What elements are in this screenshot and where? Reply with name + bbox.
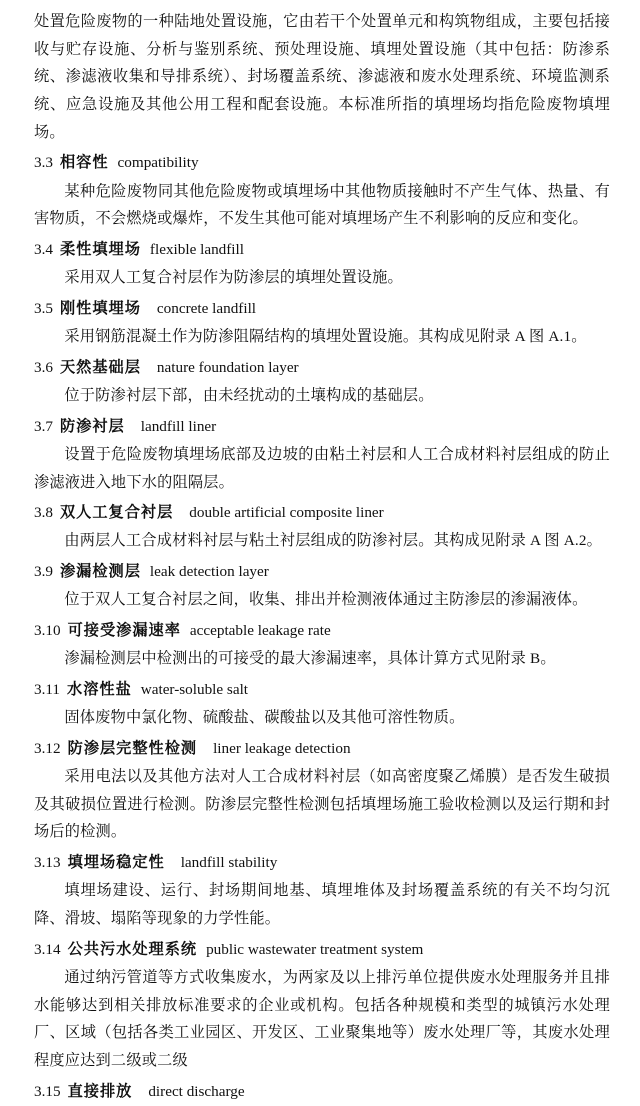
term-number: 3.15 [34, 1082, 61, 1100]
term-title-cn: 水溶性盐 [67, 680, 132, 698]
term-title-cn: 可接受渗漏速率 [67, 622, 181, 640]
term-entry-3-9 [34, 558, 610, 614]
term-number: 3.4 [34, 240, 53, 258]
term-heading [34, 295, 610, 323]
term-heading [34, 149, 610, 177]
term-number: 3.7 [34, 417, 53, 435]
term-body: 位于双人工复合衬层之间，收集、排出并检测液体通过主防渗层的渗漏液体。 [64, 591, 588, 609]
intro-paragraph: 处置危险废物的一种陆地处置设施，它由若干个处置单元和构筑物组成，主要包括接收与贮存设施、分析与鉴别系统、预处理设施、填埋处置设施（其中包括：防渗系统、渗滤液收集和导排系统）、封场覆盖系统、渗滤液和废水处理系统、环境监测系统、应急设施及其他公用工程和配套设施。本标准所指的填埋场均指危险废物填埋场。 [34, 13, 610, 141]
term-title-cn: 柔性填埋场 [59, 240, 141, 258]
term-title-cn: 刚性填埋场 [59, 299, 141, 317]
term-title-en: compatibility [117, 154, 199, 172]
term-body: 位于防渗衬层下部，由未经扰动的土壤构成的基础层。 [64, 386, 434, 404]
term-title-en: public wastewater treatment system [206, 940, 424, 958]
term-title-en: nature foundation layer [156, 358, 299, 376]
term-heading [34, 558, 610, 586]
term-heading [34, 1078, 610, 1106]
term-title-cn: 相容性 [59, 154, 109, 172]
term-entry-3-8 [34, 499, 610, 555]
term-number: 3.12 [34, 739, 61, 757]
term-body: 通过纳污管道等方式收集废水，为两家及以上排污单位提供废水处理服务并且排水能够达到相关排放标准要求的企业或机构。包括各种规模和类型的城镇污水处理厂、区域（包括各类工业园区、开发区、工业聚集地等）废水处理厂等，其废水处理程度应达到二级或二级 [34, 968, 610, 1069]
term-entry-3-4 [34, 236, 610, 292]
term-title-cn: 渗漏检测层 [59, 563, 141, 581]
term-body: 填埋场建设、运行、封场期间地基、填埋堆体及封场覆盖系统的有关不均匀沉降、滑坡、塌陷等现象的力学性能。 [34, 882, 610, 928]
term-title-en: landfill stability [180, 854, 278, 872]
term-heading [34, 849, 610, 877]
term-number: 3.13 [34, 854, 61, 872]
term-title-en: landfill liner [140, 417, 217, 435]
term-heading [34, 617, 610, 645]
term-title-cn: 天然基础层 [59, 358, 141, 376]
term-title-en: double artificial composite liner [189, 504, 384, 522]
term-number: 3.5 [34, 299, 53, 317]
term-entry-3-5 [34, 295, 610, 351]
term-body: 某种危险废物同其他危险废物或填埋场中其他物质接触时不产生气体、热量、有害物质，不会燃烧或爆炸，不发生其他可能对填埋场产生不利影响的反应和变化。 [34, 182, 610, 228]
term-number: 3.9 [34, 563, 53, 581]
term-number: 3.8 [34, 504, 53, 522]
term-entry-3-6 [34, 354, 610, 410]
term-number: 3.3 [34, 154, 53, 172]
term-title-en: leak detection layer [149, 563, 269, 581]
term-entry-3-14 [34, 936, 610, 1075]
term-entry-3-15 [34, 1078, 610, 1106]
term-title-en: liner leakage detection [213, 739, 351, 757]
term-body: 设置于危险废物填埋场底部及边坡的由粘土衬层和人工合成材料衬层组成的防止渗滤液进入地下水的阻隔层。 [34, 445, 610, 491]
term-entry-3-10 [34, 617, 610, 673]
term-title-cn: 公共污水处理系统 [67, 940, 198, 958]
term-body: 渗漏检测层中检测出的可接受的最大渗漏速率，具体计算方式见附录 B。 [64, 650, 556, 668]
term-number: 3.10 [34, 622, 61, 640]
term-number: 3.14 [34, 940, 61, 958]
term-entry-3-11 [34, 676, 610, 732]
term-heading [34, 936, 610, 964]
term-heading [34, 735, 610, 763]
term-entry-3-12 [34, 735, 610, 846]
term-title-en: flexible landfill [149, 240, 244, 258]
term-title-en: concrete landfill [156, 299, 257, 317]
term-heading [34, 354, 610, 382]
term-heading [34, 499, 610, 527]
term-title-cn: 填埋场稳定性 [67, 854, 165, 872]
term-heading [34, 236, 610, 264]
term-title-en: acceptable leakage rate [189, 622, 331, 640]
term-body: 采用双人工复合衬层作为防渗层的填埋处置设施。 [64, 269, 403, 287]
term-entry-3-7 [34, 413, 610, 497]
term-title-en: direct discharge [148, 1082, 245, 1100]
term-number: 3.11 [34, 680, 61, 698]
term-body: 由两层人工合成材料衬层与粘土衬层组成的防渗衬层。其构成见附录 A 图 A.2。 [64, 532, 603, 550]
term-title-cn: 防渗层完整性检测 [67, 739, 198, 757]
term-heading [34, 676, 610, 704]
term-body: 固体废物中氯化物、硫酸盐、碳酸盐以及其他可溶性物质。 [64, 709, 465, 727]
term-body: 采用电法以及其他方法对人工合成材料衬层（如高密度聚乙烯膜）是否发生破损及其破损位置进行检测。防渗层完整性检测包括填埋场施工验收检测以及运行期和封场后的检测。 [34, 768, 610, 841]
term-title-cn: 防渗衬层 [59, 417, 125, 435]
term-title-cn: 直接排放 [67, 1082, 133, 1100]
term-entry-3-13 [34, 849, 610, 933]
term-title-cn: 双人工复合衬层 [59, 504, 174, 522]
term-entry-3-3 [34, 149, 610, 233]
term-number: 3.6 [34, 358, 53, 376]
term-title-en: water-soluble salt [140, 680, 249, 698]
term-body: 采用钢筋混凝土作为防渗阻隔结构的填埋处置设施。其构成见附录 A 图 A.1。 [64, 328, 587, 346]
term-heading [34, 413, 610, 441]
